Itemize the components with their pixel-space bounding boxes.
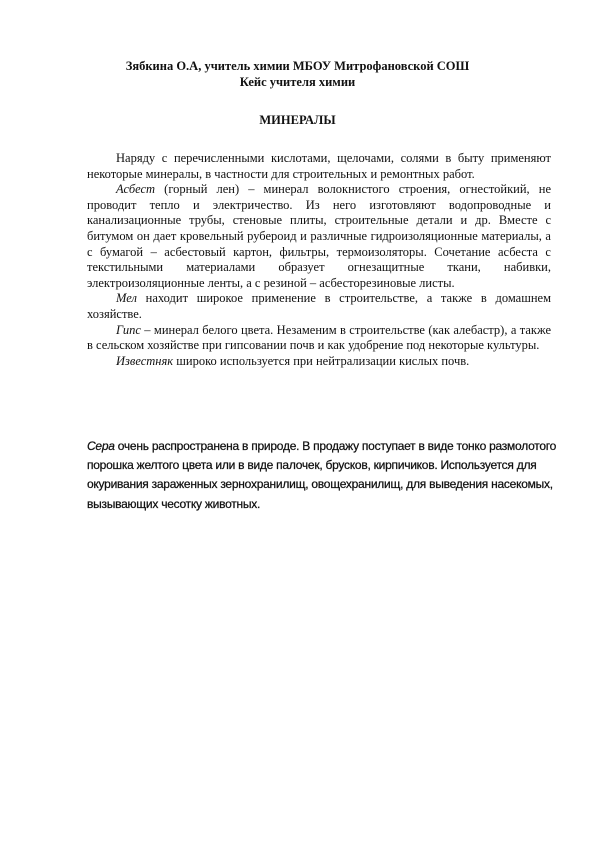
paragraph-text: Наряду с перечисленными кислотами, щелочами, солями в быту применяют некоторые минералы, в частности для строительных и ремонтных работ. [87, 151, 551, 181]
paragraph-izvestnyak [87, 354, 551, 370]
paragraph-text: (горный лен) – минерал волокнистого строения, огнестойкий, не проводит тепло и электричество. Из него изготовляют водопроводные и канализационные трубы, стеновые плиты, строительные детали и др. Вместе с битумом он дает кровельный рубероид и различные гидроизоляционные материалы, а с бумагой – асбестовый картон, фильтры, термоизоляторы. Сочетание асбеста с текстильными материалами образует огнезащитные ткани, набивки, электроизоляционные ленты, а с резиной – асбесторезиновые листы. [87, 182, 551, 290]
paragraph-text: находит широкое применение в строительстве, а также в домашнем хозяйстве. [87, 291, 551, 321]
paragraph-text: – минерал белого цвета. Незаменим в строительстве (как алебастр), а также в сельском хозяйстве при гипсовании почв и как удобрение под некоторые культуры. [87, 322, 551, 353]
paragraph-term: Известняк [116, 353, 174, 368]
page-title: МИНЕРАЛЫ [259, 113, 336, 127]
case-line: Кейс учителя химии [239, 75, 356, 89]
paragraph-term: Сера [87, 439, 115, 453]
paragraph-mel [87, 291, 551, 322]
body-text [87, 151, 551, 369]
paragraph-text: очень распространена в природе. В продажу поступает в виде тонко размолотого порошка желтого цвета или в виде палочек, брусков, кирпичиков. Используется для окуривания зараженных зернохранилищ, овощехранилищ, для выведения насекомых, вызывающих чесотку животных. [87, 439, 557, 511]
paragraph-term: Гипс [116, 322, 141, 337]
paragraph-gips [87, 323, 551, 354]
author-line: Зябкина О.А, учитель химии МБОУ Митрофановской СОШ [125, 59, 470, 73]
paragraph-text: широко используется при нейтрализации кислых почв. [173, 353, 470, 368]
paragraph-term: Асбест [116, 182, 156, 197]
paragraph-sera [87, 437, 557, 514]
paragraph-intro [87, 151, 551, 182]
paragraph-asbest [87, 182, 551, 291]
paragraph-term: Мел [116, 291, 137, 306]
